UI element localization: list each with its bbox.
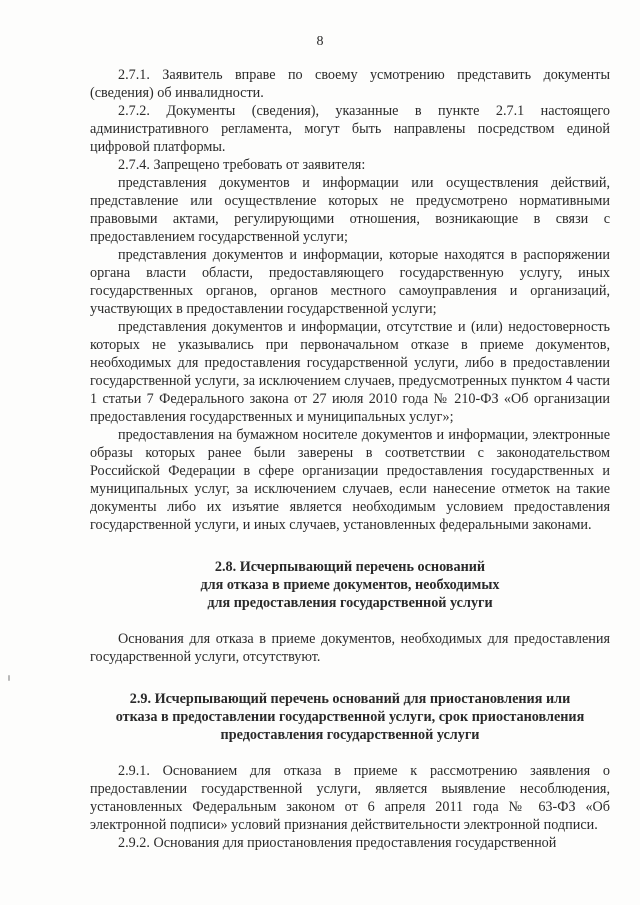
paragraph-2-9-1: 2.9.1. Основанием для отказа в приеме к рассмотрению заявления о предоставлении государственной услуги, является выявление несоблюдения, установленных Федеральным законом от 6 апреля 2011 года № 63-ФЗ «Об электронной подписи» условий признания действительности электронной подписи. <box>90 763 610 833</box>
paragraph-2-8: Основания для отказа в приеме документов, необходимых для предоставления государственной услуги, отсутствуют. <box>90 631 610 665</box>
heading-line: 2.9. Исчерпывающий перечень оснований для приостановления или <box>129 691 571 707</box>
section-heading-2-9 <box>90 690 610 744</box>
list-item-requirement: представления документов и информации или осуществления действий, представление или осуществление которых не предусмотрено нормативными правовыми актами, регулирующими отношения, возникающие в связи с предоставлением государственной услуги; <box>90 175 610 245</box>
list-item-requirement: предоставления на бумажном носителе документов и информации, электронные образы которых ранее были заверены в соответствии с законодательством Российской Федерации в сфере организации предоставления государственных и муниципальных услуг, за исключением случаев, если нанесение отметок на такие документы либо их изъятие является необходимым условием предоставления государственной услуги, и иных случаев, установленных федеральными законами. <box>90 427 610 533</box>
page-number: 8 <box>316 34 324 49</box>
heading-line: предоставления государственной услуги <box>220 727 480 743</box>
heading-line: для предоставления государственной услуги <box>207 595 493 611</box>
heading-line: отказа в предоставлении государственной услуги, срок приостановления <box>115 709 585 725</box>
document-body <box>90 66 610 852</box>
heading-line: 2.8. Исчерпывающий перечень оснований <box>214 559 486 575</box>
list-item-requirement: представления документов и информации, которые находятся в распоряжении органа власти области, предоставляющего государственную услугу, иных государственных органов, органов местного самоуправления и организаций, участвующих в предоставлении государственной услуги; <box>90 247 610 317</box>
section-heading-2-8 <box>90 558 610 612</box>
heading-line: для отказа в приеме документов, необходимых <box>200 577 500 593</box>
paragraph-2-7-2: 2.7.2. Документы (сведения), указанные в пункте 2.7.1 настоящего административного регламента, могут быть направлены посредством единой цифровой платформы. <box>90 103 610 155</box>
scan-artifact <box>8 675 10 681</box>
paragraph-2-7-1: 2.7.1. Заявитель вправе по своему усмотрению представить документы (сведения) об инвалидности. <box>90 67 610 101</box>
list-item-requirement: представления документов и информации, отсутствие и (или) недостоверность которых не указывались при первоначальном отказе в приеме документов, необходимых для предоставления государственной услуги, либо в предоставлении государственной услуги, за исключением случаев, предусмотренных пунктом 4 части 1 статьи 7 Федерального закона от 27 июля 2010 года № 210-ФЗ «Об организации предоставления государственных и муниципальных услуг»; <box>90 319 610 425</box>
paragraph-2-7-4: 2.7.4. Запрещено требовать от заявителя: <box>118 157 366 173</box>
paragraph-2-9-2: 2.9.2. Основания для приостановления предоставления государственной <box>118 835 557 851</box>
